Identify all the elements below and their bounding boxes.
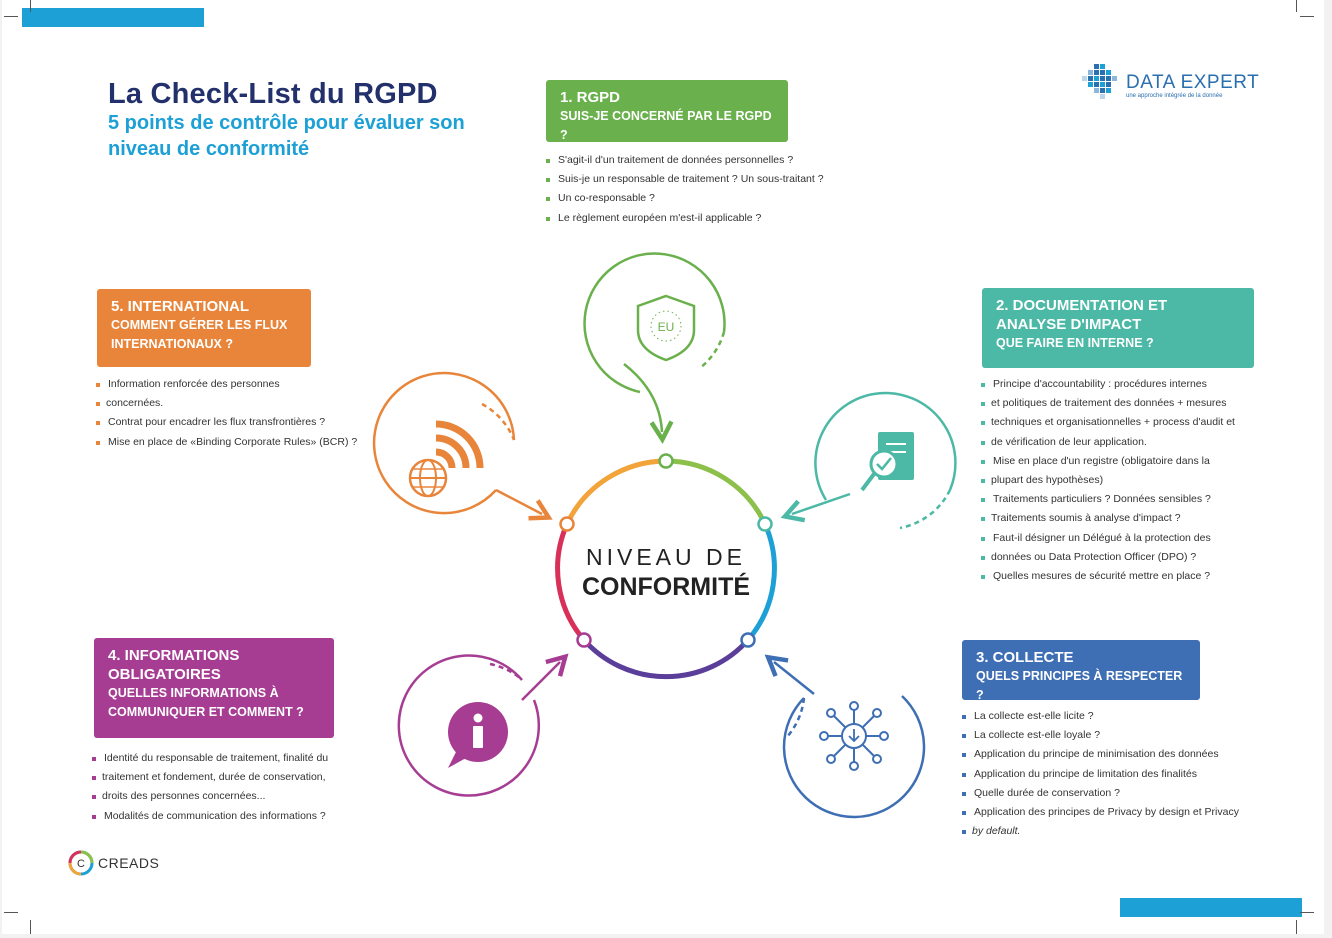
list-item: Suis-je un responsable de traitement ? Un sous-traitant ? <box>546 170 866 189</box>
section-number: 5. INTERNATIONAL <box>111 298 250 315</box>
page-title: La Check-List du RGPD <box>108 78 438 110</box>
section-number: 3. COLLECTE <box>976 649 1074 666</box>
list-item: Mise en place de «Binding Corporate Rules» (BCR) ? <box>96 433 376 452</box>
globe-signal-icon <box>410 424 480 496</box>
center-label <box>566 544 766 602</box>
svg-text:C: C <box>77 858 85 870</box>
list-item: La collecte est-elle licite ? <box>962 707 1262 726</box>
list-item: Un co-responsable ? <box>546 189 866 208</box>
section-number: 4. INFORMATIONS OBLIGATOIRES <box>108 647 240 683</box>
list-item: concernées. <box>96 394 376 413</box>
list-item: Information renforcée des personnes <box>96 375 376 394</box>
center-line1: NIVEAU DE <box>586 544 746 570</box>
section-informations-list <box>92 749 362 826</box>
list-item: droits des personnes concernées... <box>92 787 362 806</box>
list-item: by default. <box>962 822 1262 841</box>
list-item: données ou Data Protection Officer (DPO) ? <box>981 548 1271 567</box>
section-collecte-header <box>962 640 1200 700</box>
list-item: La collecte est-elle loyale ? <box>962 726 1262 745</box>
section-number: 1. RGPD <box>560 89 621 106</box>
logo-name: DATA EXPERT <box>1126 72 1260 93</box>
data-network-icon <box>820 702 888 770</box>
section-question: SUIS-JE CONCERNÉ PAR LE RGPD ? <box>560 109 772 142</box>
section-rgpd-header <box>546 80 788 142</box>
list-item: et politiques de traitement des données + mesures <box>981 394 1271 413</box>
list-item: techniques et organisationnelles + process d'audit et <box>981 413 1271 432</box>
section-number: 2. DOCUMENTATION ET ANALYSE D'IMPACT <box>996 297 1168 333</box>
list-item: Le règlement européen m'est-il applicable ? <box>546 209 866 228</box>
list-item: Application du principe de minimisation des données <box>962 745 1262 764</box>
section-collecte-list <box>962 707 1262 841</box>
section-question: COMMENT GÉRER LES FLUX INTERNATIONAUX ? <box>111 318 288 351</box>
creads-logo <box>68 850 168 876</box>
list-item: Application des principes de Privacy by design et Privacy <box>962 803 1262 822</box>
section-documentation-header <box>982 288 1254 368</box>
list-item: Modalités de communication des informations ? <box>92 807 362 826</box>
section-question: QUELLES INFORMATIONS À COMMUNIQUER ET COMMENT ? <box>108 686 304 719</box>
creads-name: CREADS <box>98 855 160 871</box>
list-item: Faut-il désigner un Délégué à la protection des <box>981 529 1271 548</box>
document-magnifier-icon <box>862 432 914 490</box>
list-item: Quelle durée de conservation ? <box>962 784 1262 803</box>
section-documentation-list <box>981 375 1271 586</box>
list-item: plupart des hypothèses) <box>981 471 1271 490</box>
list-item: S'agit-il d'un traitement de données personnelles ? <box>546 151 866 170</box>
creads-ring-icon <box>68 850 96 878</box>
section-international-header <box>97 289 311 367</box>
list-item: Identité du responsable de traitement, finalité du <box>92 749 362 768</box>
section-question: QUELS PRINCIPES À RESPECTER ? <box>976 669 1183 702</box>
section-question: QUE FAIRE EN INTERNE ? <box>996 336 1154 350</box>
section-rgpd-list <box>546 151 866 228</box>
section-informations-header <box>94 638 334 738</box>
list-item: Mise en place d'un registre (obligatoire dans la <box>981 452 1271 471</box>
list-item: Quelles mesures de sécurité mettre en place ? <box>981 567 1271 586</box>
center-line2: CONFORMITÉ <box>581 573 751 601</box>
list-item: Principe d'accountability : procédures internes <box>981 375 1271 394</box>
logo-tagline: une approche intégrée de la donnée <box>1126 93 1223 99</box>
info-bubble-icon <box>448 702 508 768</box>
list-item: de vérification de leur application. <box>981 433 1271 452</box>
list-item: Application du principe de limitation des finalités <box>962 765 1262 784</box>
section-international-list <box>96 375 376 452</box>
page-subtitle: 5 points de contrôle pour évaluer son niveau de conformité <box>108 112 465 160</box>
rgpd-circle <box>585 254 725 432</box>
list-item: Contrat pour encadrer les flux transfrontières ? <box>96 413 376 432</box>
list-item: traitement et fondement, durée de conservation, <box>92 768 362 787</box>
eu-label: EU <box>657 320 675 334</box>
list-item: Traitements soumis à analyse d'impact ? <box>981 509 1271 528</box>
collecte-circle <box>774 662 924 817</box>
eu-shield-icon <box>638 296 694 360</box>
list-item: Traitements particuliers ? Données sensibles ? <box>981 490 1271 509</box>
